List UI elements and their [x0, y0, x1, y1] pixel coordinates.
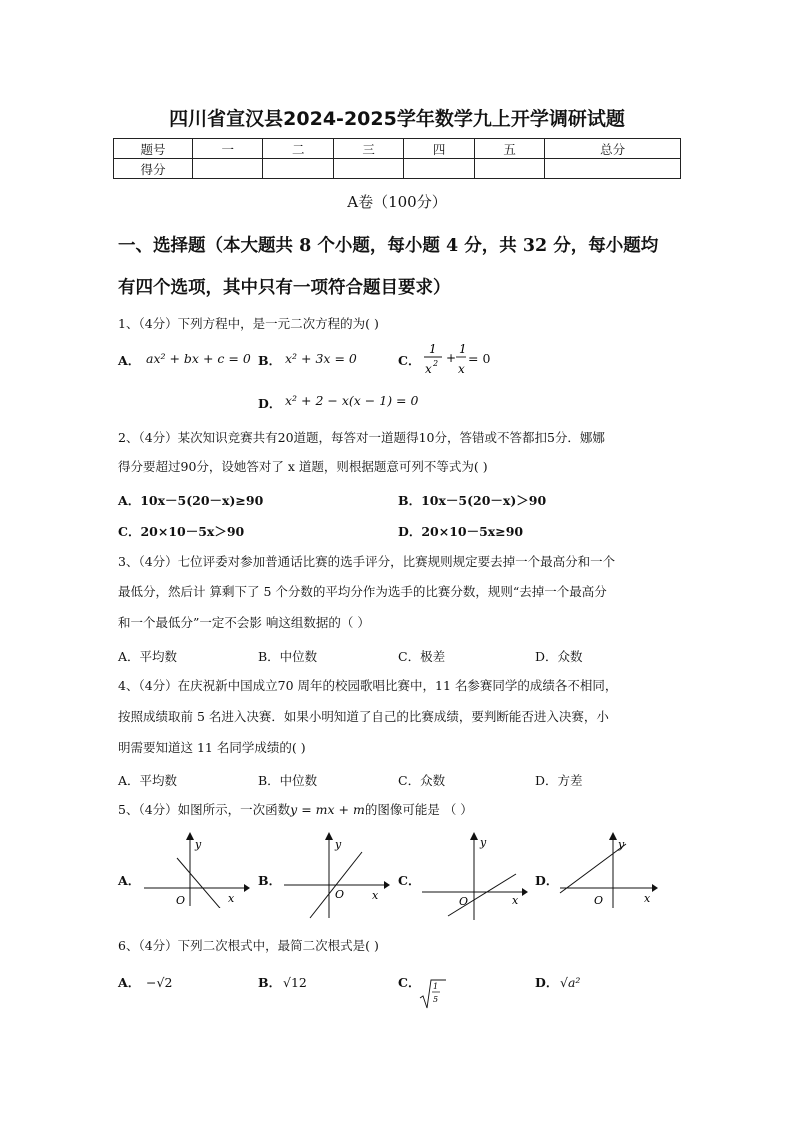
score-blank	[404, 159, 474, 179]
score-cell: 一	[193, 139, 263, 159]
q1-option-b: x² + 3x = 0	[285, 351, 357, 366]
q2-option-b: B．10x－5(20－x)＞90	[398, 493, 547, 508]
q5-graph-b	[280, 828, 392, 920]
q1-option-a-label: A．	[118, 353, 141, 368]
q5-graph-c	[418, 828, 530, 920]
q5-graph-d	[556, 828, 660, 908]
q2-option-d: D．20×10－5x≥90	[398, 524, 524, 539]
x-axis-label: x	[372, 889, 379, 902]
q6-option-a-label: A．	[118, 975, 141, 990]
q5-stem	[118, 802, 678, 818]
score-cell: 二	[263, 139, 333, 159]
score-blank	[193, 159, 263, 179]
q5-stem-suffix: 的图像可能是 （ ）	[364, 802, 473, 817]
score-cell: 得分	[114, 159, 193, 179]
q1-option-c-label: C．	[398, 353, 421, 368]
score-table-header-row	[114, 139, 681, 159]
svg-text:2: 2	[433, 359, 439, 368]
q6-option-a: −√2	[146, 975, 173, 990]
score-cell: 三	[333, 139, 403, 159]
q5-option-a-label: A．	[118, 873, 141, 888]
q6-option-c-numerator: 1	[433, 982, 439, 991]
q2-option-a: A．10x－5(20－x)≥90	[118, 493, 264, 508]
q2-option-c: C．20×10－5x＞90	[118, 524, 245, 539]
section-heading-line1: 一、选择题（本大题共 8 个小题，每小题 4 分，共 32 分，每小题均	[118, 236, 659, 256]
x-axis-label: x	[512, 894, 519, 907]
y-axis-label: y	[195, 838, 202, 851]
q1-option-a: ax² + bx + c = 0	[146, 351, 251, 366]
svg-text:x: x	[458, 362, 465, 376]
q5-option-d-label: D．	[535, 873, 559, 888]
q4-line2: 按照成绩取前 5 名进入决赛．如果小明知道了自己的比赛成绩，要判断能否进入决赛，小	[118, 709, 609, 724]
origin-label: O	[594, 894, 604, 907]
q3-line3: 和一个最低分”一定不会影 响这组数据的（ ）	[118, 615, 370, 630]
q6-option-c-denominator: 5	[433, 995, 439, 1004]
score-cell: 四	[404, 139, 474, 159]
origin-label: O	[176, 894, 186, 907]
q5-stem-function: y = mx + m	[290, 802, 365, 817]
score-cell: 总分	[545, 139, 681, 159]
x-axis-label: x	[228, 892, 235, 905]
q6-stem: 6、（4分）下列二次根式中，最简二次根式是( )	[118, 938, 379, 953]
q3-option-d: D．众数	[535, 649, 583, 664]
q2-line2: 得分要超过90分，设她答对了 x 道题，则根据题意可列不等式为( )	[118, 459, 488, 474]
q6-option-b: √12	[283, 975, 307, 990]
section-heading-line2: 有四个选项，其中只有一项符合题目要求）	[118, 278, 451, 298]
q4-option-a: A．平均数	[118, 773, 178, 788]
score-cell: 五	[474, 139, 544, 159]
q1-option-b-label: B．	[258, 353, 282, 368]
q4-line1: 4、（4分）在庆祝新中国成立70 周年的校园歌唱比赛中，11 名参赛同学的成绩各不相同，	[118, 678, 618, 693]
q6-option-c-label: C．	[398, 975, 421, 990]
q5-option-c-label: C．	[398, 873, 421, 888]
score-table	[113, 138, 681, 179]
y-axis-label: y	[480, 836, 487, 849]
svg-text:1: 1	[459, 342, 467, 356]
q6-option-b-label: B．	[258, 975, 282, 990]
q1-option-d-label: D．	[258, 396, 282, 411]
score-blank	[333, 159, 403, 179]
q5-stem-prefix: 5、（4分）如图所示，一次函数	[118, 802, 291, 817]
origin-label: O	[335, 888, 345, 901]
q3-line1: 3、（4分）七位评委对参加普通话比赛的选手评分，比赛规则规定要去掉一个最高分和一个	[118, 554, 616, 569]
q3-option-b: B．中位数	[258, 649, 318, 664]
q1-stem: 1、（4分）下列方程中，是一元二次方程的为( )	[118, 316, 379, 331]
q4-option-b: B．中位数	[258, 773, 318, 788]
q3-option-c: C．极差	[398, 649, 446, 664]
score-cell: 题号	[114, 139, 193, 159]
x-axis-label: x	[644, 892, 651, 905]
score-blank	[474, 159, 544, 179]
svg-text:1: 1	[429, 342, 437, 356]
q3-line2: 最低分，然后计 算剩下了 5 个分数的平均分作为选手的比赛分数，规则“去掉一个最高分	[118, 584, 607, 599]
q5-graph-a	[140, 828, 250, 908]
q4-line3: 明需要知道这 11 名同学成绩的( )	[118, 740, 306, 755]
svg-text:x: x	[425, 362, 432, 376]
q5-option-b-label: B．	[258, 873, 282, 888]
y-axis-label: y	[618, 838, 625, 851]
score-blank	[263, 159, 333, 179]
exam-title: 四川省宣汉县2024-2025学年数学九上开学调研试题	[169, 108, 625, 130]
q6-option-d-label: D．	[535, 975, 559, 990]
q4-option-c: C．众数	[398, 773, 446, 788]
q1-option-d: x² + 2 − x(x − 1) = 0	[285, 393, 419, 408]
q1-option-c-tail: = 0	[468, 351, 491, 366]
q4-option-d: D．方差	[535, 773, 583, 788]
q6-option-d: √a²	[560, 975, 581, 990]
svg-text:+: +	[446, 351, 457, 365]
score-table-score-row	[114, 159, 681, 179]
q3-option-a: A．平均数	[118, 649, 178, 664]
y-axis-label: y	[335, 838, 342, 851]
paper-a-subtitle: A卷（100分）	[347, 193, 447, 211]
q2-line1: 2、（4分）某次知识竞赛共有20道题，每答对一道题得10分，答错或不答都扣5分．娜娜	[118, 430, 605, 445]
q6-option-c-root-fraction	[418, 976, 448, 1012]
origin-label: O	[459, 895, 469, 908]
score-blank	[545, 159, 681, 179]
